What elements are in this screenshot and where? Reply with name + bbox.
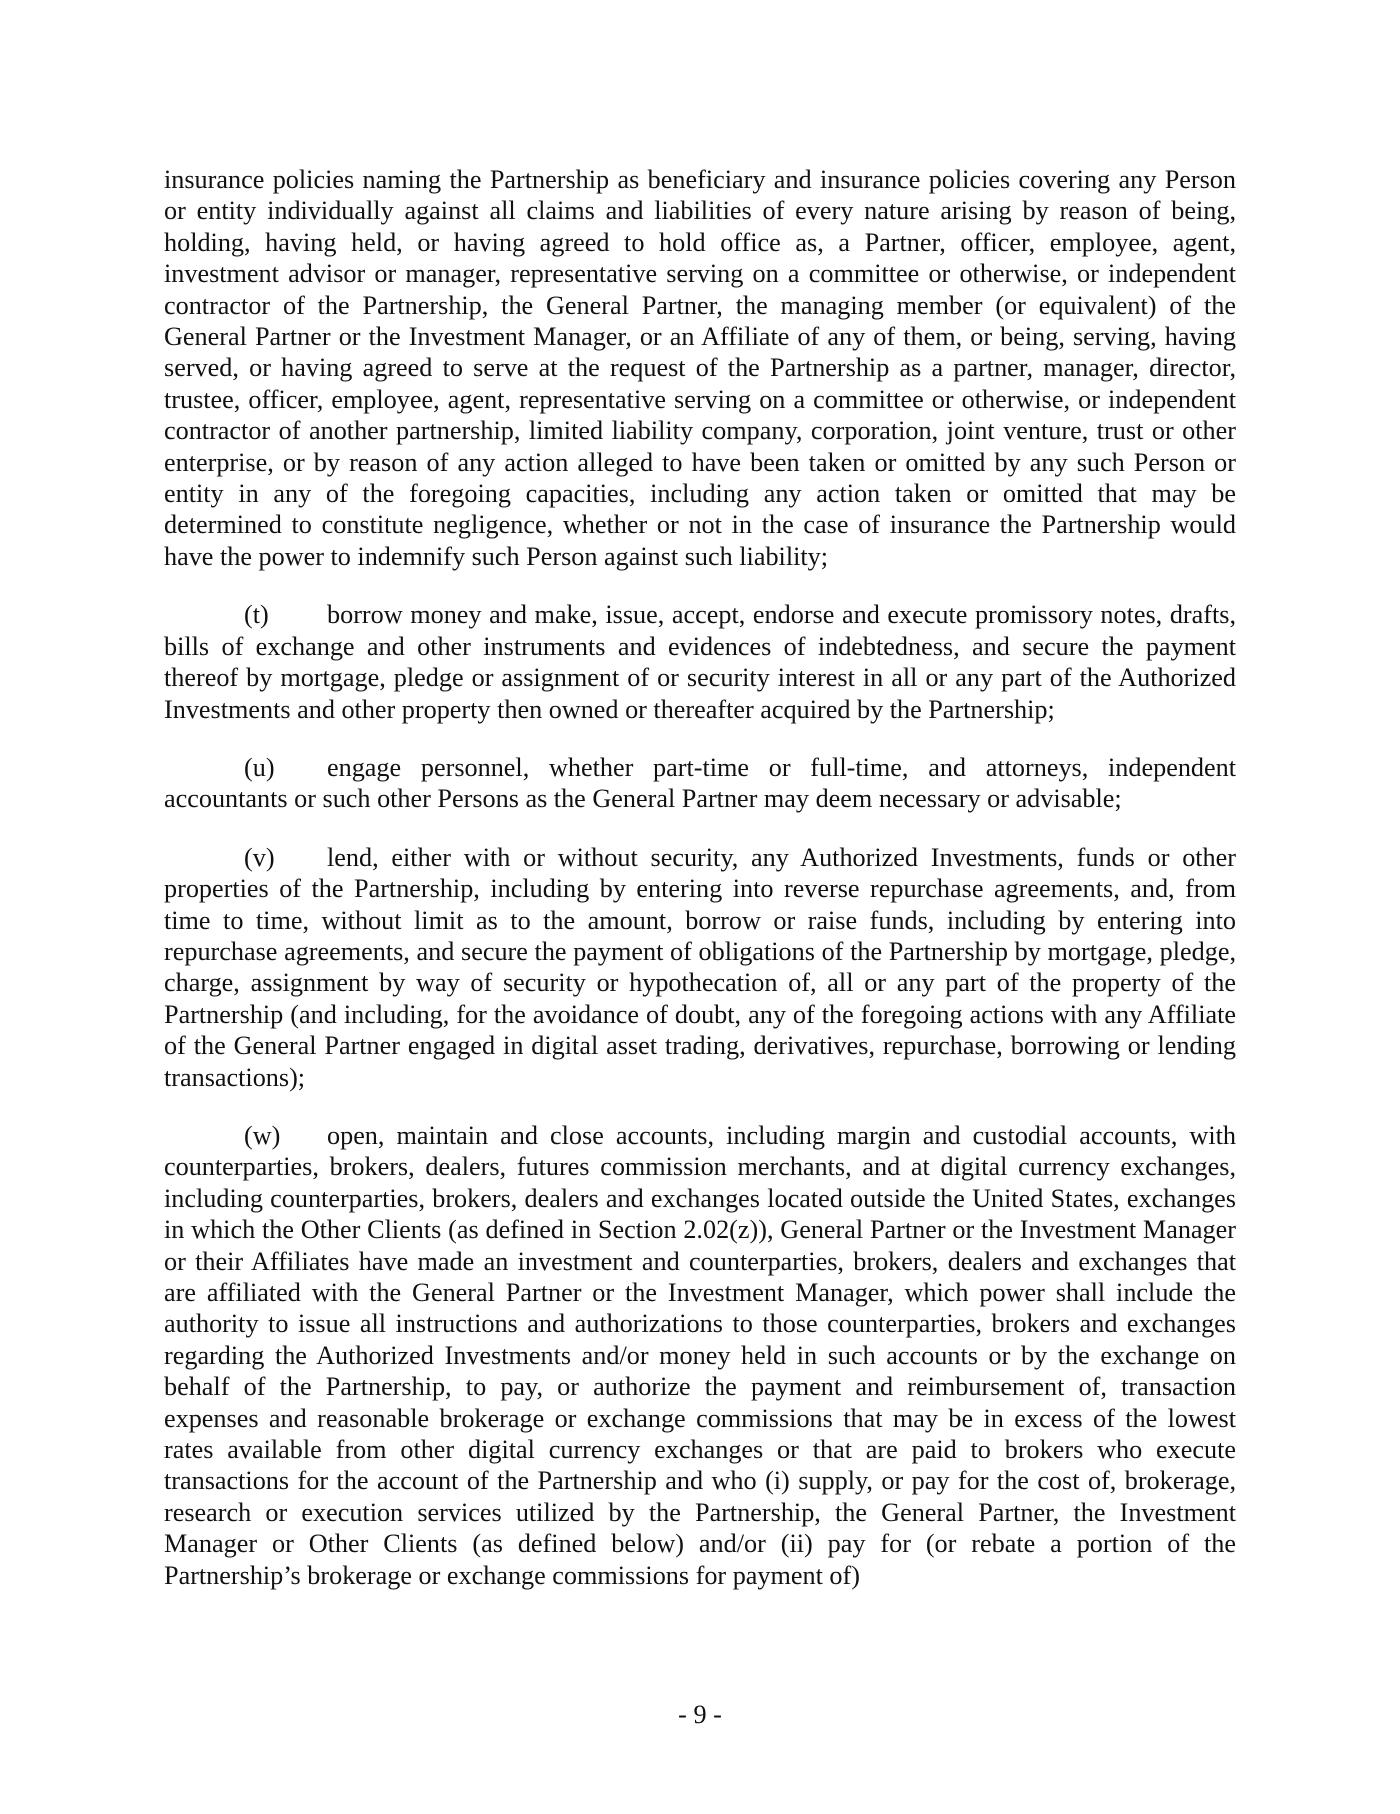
clause-marker: (w) xyxy=(244,1120,281,1150)
clause-text: borrow money and make, issue, accept, endorse and execute promissory notes, drafts, bills of exchange and other instruments and evidences of indebtedness, and secure the payment thereof by mortgage, pledge or assignment of or security interest in all or any part of the Authorized Investments and other property then owned or thereafter acquired by the Partnership; xyxy=(164,600,1236,724)
intro-paragraph: insurance policies naming the Partnership as beneficiary and insurance policies covering any Person or entity individually against all claims and liabilities of every nature arising by reason of being, holding, having held, or having agreed to hold office as, a Partner, officer, employee, agent, investment advisor or manager, representative serving on a committee or otherwise, or independent contractor of the Partnership, the General Partner, the managing member (or equivalent) of the General Partner or the Investment Manager, or an Affiliate of any of them, or being, serving, having served, or having agreed to serve at the request of the Partnership as a partner, manager, director, trustee, officer, employee, agent, representative serving on a committee or otherwise, or independent contractor of another partnership, limited liability company, corporation, joint venture, trust or other enterprise, or by reason of any action alleged to have been taken or omitted by any such Person or entity in any of the foregoing capacities, including any action taken or omitted that may be determined to constitute negligence, whether or not in the case of insurance the Partnership would have the power to indemnify such Person against such liability; xyxy=(164,165,1236,571)
clause-text: lend, either with or without security, any Authorized Investments, funds or other properties of the Partnership, including by entering into reverse repurchase agreements, and, from time to time, without limit as to the amount, borrow or raise funds, including by entering into repurchase agreements, and secure the payment of obligations of the Partnership by mortgage, pledge, charge, assignment by way of security or hypothecation of, all or any part of the property of the Partnership (and including, for the avoidance of doubt, any of the foregoing actions with any Affiliate of the General Partner engaged in digital asset trading, derivatives, repurchase, borrowing or lending transactions); xyxy=(164,842,1236,1092)
clause-text: engage personnel, whether part-time or full-time, and attorneys, independent accountants or such other Persons as the General Partner may deem necessary or advisable; xyxy=(164,752,1236,814)
document-body xyxy=(164,164,1236,1618)
clause-marker: (u) xyxy=(244,752,275,782)
clause-marker: (v) xyxy=(244,842,275,872)
clause-u xyxy=(164,752,1236,815)
page-number: - 9 - xyxy=(678,1700,722,1729)
clause-w xyxy=(164,1120,1236,1591)
clause-v xyxy=(164,842,1236,1093)
clause-text: open, maintain and close accounts, including margin and custodial accounts, with counterparties, brokers, dealers, futures commission merchants, and at digital currency exchanges, including counterparties, brokers, dealers and exchanges located outside the United States, exchanges in which the Other Clients (as defined in Section 2.02(z)), General Partner or the Investment Manager or their Affiliates have made an investment and counterparties, brokers, dealers and exchanges that are affiliated with the General Partner or the Investment Manager, which power shall include the authority to issue all instructions and authorizations to those counterparties, brokers and exchanges regarding the Authorized Investments and/or money held in such accounts or by the exchange on behalf of the Partnership, to pay, or authorize the payment and reimbursement of, transaction expenses and reasonable brokerage or exchange commissions that may be in excess of the lowest rates available from other digital currency exchanges or that are paid to brokers who execute transactions for the account of the Partnership and who (i) supply, or pay for the cost of, brokerage, research or execution services utilized by the Partnership, the General Partner, the Investment Manager or Other Clients (as defined below) and/or (ii) pay for (or rebate a portion of the Partnership’s brokerage or exchange commissions for payment of) xyxy=(164,1120,1236,1590)
clause-t xyxy=(164,599,1236,725)
clause-marker: (t) xyxy=(244,600,269,630)
